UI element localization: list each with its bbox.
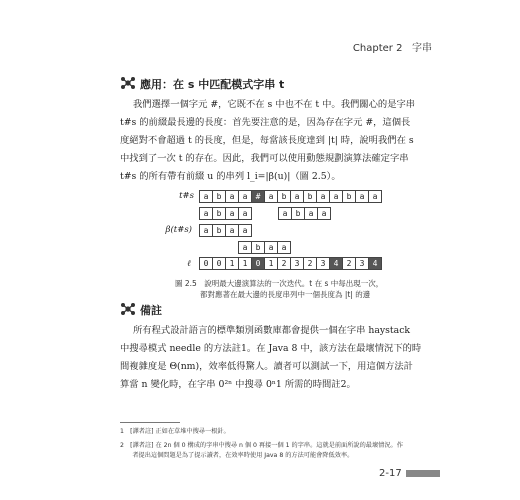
row-ell-cells xyxy=(199,257,381,270)
figure-cell: 3 xyxy=(355,257,369,270)
figure-cell: b xyxy=(212,224,226,237)
figure-cell: a xyxy=(264,241,278,254)
figure-cell: 3 xyxy=(290,257,304,270)
figure-cell: 2 xyxy=(277,257,291,270)
figure-cell: a xyxy=(225,224,239,237)
paragraph-line: 中找到了一次 t 的存在。因此，我們可以使用動態規劃演算法確定字串 xyxy=(120,153,409,164)
figure-cell: 0 xyxy=(251,257,265,270)
figure-cell: b xyxy=(212,190,226,203)
page-number: 2-17 xyxy=(379,468,402,479)
chapter-label: Chapter 2 xyxy=(352,43,403,54)
molecule-icon xyxy=(120,76,136,90)
figure-cell: b xyxy=(251,241,265,254)
figure-cell: a xyxy=(199,190,213,203)
figure-cell: a xyxy=(277,241,291,254)
paragraph-line: 度絕對不會超過 t 的長度，但是，每當該長度達到 |t| 時，說明我們在 s xyxy=(120,135,414,146)
row-t-occurrence-2 xyxy=(278,207,330,220)
row-tsharps-cells xyxy=(199,190,381,203)
paragraph-line: 我們選擇一個字元 #，它既不在 s 中也不在 t 中。我們關心的是字串 xyxy=(133,99,416,110)
figure-cell: b xyxy=(291,207,305,220)
figure-cell: 1 xyxy=(264,257,278,270)
figure-cell: 1 xyxy=(225,257,239,270)
row-label-beta: β(t#s) xyxy=(165,225,192,235)
paragraph-line: 所有程式設計語言的標準類別函數庫都會提供一個在字串 haystack xyxy=(133,325,411,336)
footnote-2-cont: 者提出這個問題是為了提示讀者，在效率時使用 Java 8 的方法可能會降低效率。 xyxy=(120,452,354,459)
figure-cell: 0 xyxy=(212,257,226,270)
figure-cell: a xyxy=(278,207,292,220)
figure-cell: a xyxy=(317,207,331,220)
molecule-icon xyxy=(120,302,136,316)
figure-cell: a xyxy=(238,241,252,254)
figure-cell: a xyxy=(238,224,252,237)
figure-cell: 2 xyxy=(303,257,317,270)
figure-cell: a xyxy=(304,207,318,220)
figure-cell: a xyxy=(225,190,239,203)
figure-cell: a xyxy=(199,207,213,220)
section-title-remarks: 備註 xyxy=(140,304,162,317)
row-beta-border-2 xyxy=(238,241,290,254)
figure-cell: a xyxy=(199,224,213,237)
paragraph-line: 算當 n 變化時，在字串 0²ⁿ 中搜尋 0ⁿ1 所需的時間註2。 xyxy=(120,379,356,390)
figure-cell: b xyxy=(342,190,356,203)
figure-cell: a xyxy=(238,207,252,220)
figure-cell: b xyxy=(277,190,291,203)
caption-line-2: 都對應著在最大邊的長度串列中一個長度為 |t| 的邊 xyxy=(200,290,371,299)
figure-cell: 4 xyxy=(329,257,343,270)
figure-cell: b xyxy=(303,190,317,203)
paragraph-application xyxy=(120,96,420,191)
figure-cell: 0 xyxy=(199,257,213,270)
figure-cell: # xyxy=(251,190,265,203)
footnote-2: 2 [譯者註] 在 2n 個 0 構成的字串中搜尋 n 個 0 再接一個 1 的字串。這就是前面所說的最壞情況。作 xyxy=(120,442,403,449)
figure-cell: a xyxy=(238,190,252,203)
paragraph-line: t#s 的所有帶有前綴 u 的串列 l_i=|β(u)|（圖 2.5）。 xyxy=(120,171,341,182)
figure-cell: a xyxy=(290,190,304,203)
figure-cell: 3 xyxy=(316,257,330,270)
section-icon-remarks xyxy=(120,301,136,320)
figure-cell: a xyxy=(316,190,330,203)
figure-cell: b xyxy=(212,207,226,220)
figure-cell: 1 xyxy=(238,257,252,270)
footnote-1: 1 [譯者註] 正如在草堆中搜尋一根針。 xyxy=(120,428,230,435)
figure-cell: a xyxy=(264,190,278,203)
paragraph-line: 間複雜度是 Θ(nm)，效率低得驚人。讀者可以測試一下，用這個方法計 xyxy=(120,361,413,372)
figure-cell: 4 xyxy=(368,257,382,270)
chapter-topic: 字串 xyxy=(412,43,432,54)
paragraph-remarks xyxy=(120,322,420,397)
figure-cell: a xyxy=(355,190,369,203)
figure-cell: a xyxy=(368,190,382,203)
figure-cell: a xyxy=(329,190,343,203)
page-number-bar xyxy=(406,470,440,477)
running-header xyxy=(353,39,432,54)
figure-caption xyxy=(175,278,415,300)
figure-cell: a xyxy=(225,207,239,220)
section-title-application: 應用：在 s 中匹配模式字串 t xyxy=(140,78,285,91)
paragraph-line: t#s 的前綴最長邊的長度：首先要注意的是，因為存在字元 #，這個長 xyxy=(120,117,411,128)
section-icon xyxy=(120,75,136,94)
paragraph-line: 中搜尋模式 needle 的方法註1。在 Java 8 中，該方法在最壞情況下的時 xyxy=(120,343,422,354)
row-label-ell: ℓ xyxy=(187,259,191,269)
row-label-tsharps: t#s xyxy=(179,191,194,201)
row-t-occurrence-1 xyxy=(199,207,251,220)
figure-cell: 2 xyxy=(342,257,356,270)
caption-line-1: 圖 2.5 說明最大邊演算法的一次迭代。t 在 s 中每出現一次， xyxy=(175,279,384,288)
row-beta-border-1 xyxy=(199,224,251,237)
footnote-rule xyxy=(120,422,180,423)
